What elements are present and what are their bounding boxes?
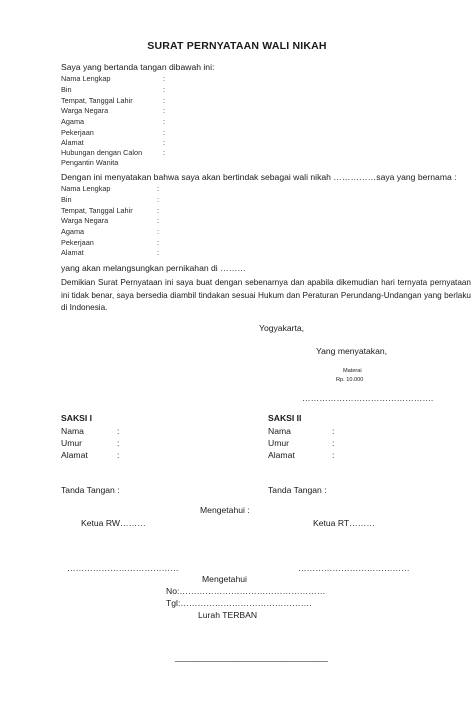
person-field-label: Warga Negara: [61, 216, 109, 225]
colon: :: [163, 138, 166, 147]
person-field-label: Agama: [61, 227, 85, 236]
colon: :: [157, 238, 160, 247]
colon: :: [117, 450, 120, 460]
colon: :: [157, 227, 160, 236]
colon: :: [163, 117, 166, 126]
colon: :: [332, 438, 335, 448]
wali-field-label: Nama Lengkap: [61, 74, 111, 83]
marriage-line: yang akan melangsungkan pernikahan di ………: [61, 263, 246, 273]
ketua-rw: Ketua RW………: [81, 518, 146, 528]
colon: :: [332, 426, 335, 436]
person-field-label: Bin: [61, 195, 72, 204]
colon: :: [117, 438, 120, 448]
saksi2-field: Umur: [268, 438, 290, 448]
saksi1-field: Umur: [61, 438, 83, 448]
rt-signature-line: …………………………………: [298, 563, 410, 573]
mengetahui2-label: Mengetahui: [202, 574, 247, 584]
colon: :: [157, 195, 160, 204]
declarant-label: Yang menyatakan,: [316, 346, 388, 356]
colon: :: [163, 85, 166, 94]
materai-label: Materai: [343, 368, 362, 374]
colon: :: [163, 148, 166, 157]
wali-field-label: Bin: [61, 85, 72, 94]
wali-field-label: Alamat: [61, 138, 84, 147]
person-field-label: Alamat: [61, 248, 84, 257]
colon: :: [163, 128, 166, 137]
materai-value: Rp. 10.000: [336, 377, 364, 383]
colon: :: [332, 450, 335, 460]
saksi2-title: SAKSI II: [268, 413, 302, 423]
colon: :: [157, 184, 160, 193]
saksi2-sign-label: Tanda Tangan :: [268, 485, 327, 495]
intro-text: Saya yang bertanda tangan dibawah ini:: [61, 62, 215, 72]
saksi2-field: Alamat: [268, 450, 295, 460]
person-field-label: Tempat, Tanggal Lahir: [61, 206, 133, 215]
person-field-label: Nama Lengkap: [61, 184, 111, 193]
colon: :: [163, 74, 166, 83]
lurah-signature-line: ________________________________: [175, 652, 328, 662]
rw-signature-line: …………………………………: [67, 563, 179, 573]
colon: :: [163, 106, 166, 115]
ketua-rt: Ketua RT………: [313, 518, 375, 528]
colon: :: [157, 248, 160, 257]
wali-field-label: Tempat, Tanggal Lahir: [61, 96, 133, 105]
saksi1-title: SAKSI I: [61, 413, 93, 423]
wali-field-label: Hubungan dengan Calon: [61, 148, 143, 157]
closing-paragraph: Demikian Surat Pernyataan ini saya buat dengan sebenarnya dan apabila dikemudian hari ternyata pernyataan ini tidak benar, saya bersedia diambil tindakan sesuai Hukum dan Peraturan Perundang-Undangan yang berlaku di Indonesia.: [61, 278, 471, 312]
saksi2-field: Nama: [268, 426, 291, 436]
mengetahui-label: Mengetahui :: [200, 505, 250, 515]
wali-field-label: Pekerjaan: [61, 128, 94, 137]
lurah-label: Lurah TERBAN: [198, 610, 258, 620]
tgl-line: Tgl:……………………………………….: [166, 598, 312, 608]
wali-field-label: Warga Negara: [61, 106, 109, 115]
saksi1-sign-label: Tanda Tangan :: [61, 485, 120, 495]
document-title: SURAT PERNYATAAN WALI NIKAH: [147, 40, 327, 52]
no-line: No:……………………………………………: [166, 586, 326, 596]
person-field-label: Pekerjaan: [61, 238, 94, 247]
place-date: Yogyakarta,: [259, 323, 305, 333]
wali-field-label: Pengantin Wanita: [61, 158, 119, 167]
declarant-signature-line: ……………………………………….: [302, 393, 434, 403]
colon: :: [117, 426, 120, 436]
wali-field-label: Agama: [61, 117, 85, 126]
statement-line: Dengan ini menyatakan bahwa saya akan bertindak sebagai wali nikah ……………saya yang bernama :: [61, 172, 457, 182]
saksi1-field: Alamat: [61, 450, 88, 460]
colon: :: [163, 96, 166, 105]
colon: :: [157, 216, 160, 225]
colon: :: [157, 206, 160, 215]
saksi1-field: Nama: [61, 426, 84, 436]
